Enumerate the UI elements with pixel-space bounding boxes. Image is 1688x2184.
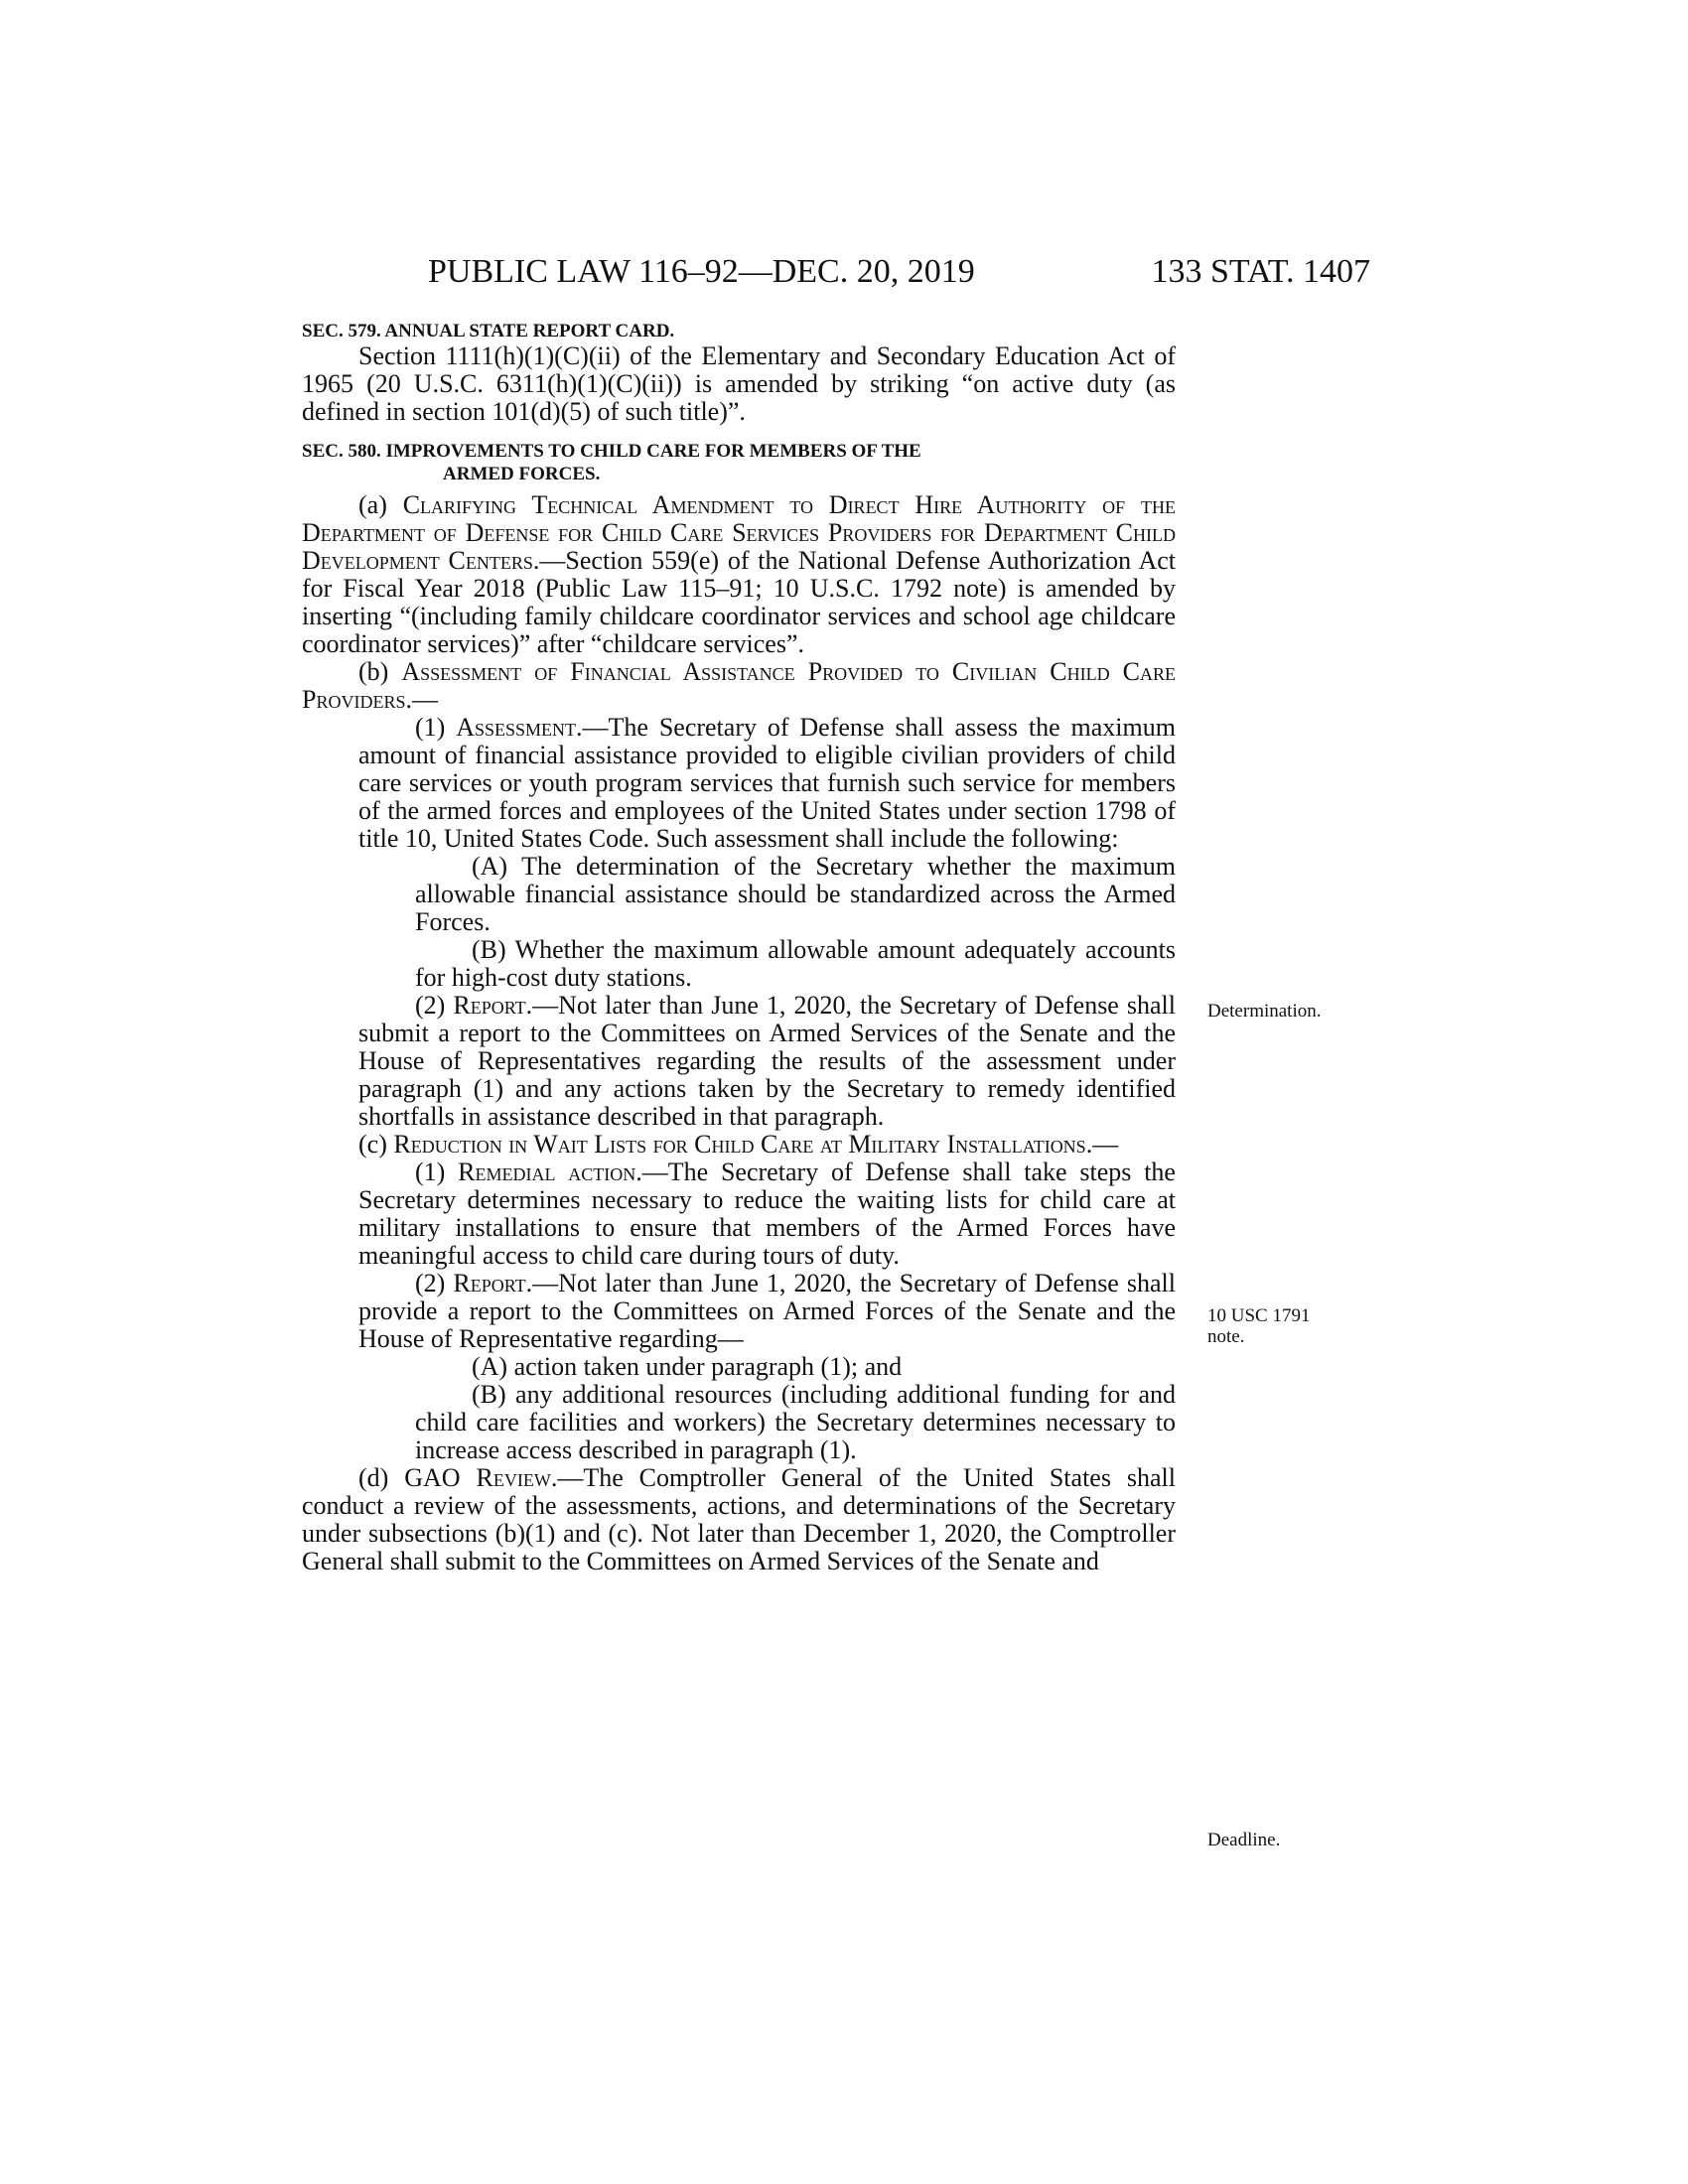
subsection-a — [302, 491, 1176, 658]
subsection-b — [302, 658, 1176, 714]
b2-text: —Not later than June 1, 2020, the Secretary of Defense shall submit a report to the Committees on Armed Services of the Senate and the House of Representatives regarding the results of the assessment under paragraph (1) and any actions taken by the Secretary to remedy identified shortfalls in assistance described in that paragraph. — [358, 991, 1176, 1131]
subsection-d-heading: GAO Review. — [404, 1463, 558, 1492]
b2-label: (2) — [415, 991, 454, 1020]
subsection-c-dash: — — [1092, 1130, 1119, 1159]
subsection-b-paragraph-2 — [302, 992, 1176, 1131]
subsection-b-subparagraph-b: (B) Whether the maximum allowable amount adequately accounts for high-cost duty stations. — [415, 935, 1176, 992]
subsection-a-heading: Clarifying Technical Amendment to Direct Hire Authority of the Department of Defense for Child Care Services Providers for Department Child Development Centers. — [302, 490, 1177, 575]
subsection-b-paragraph-1 — [302, 714, 1176, 853]
section-580-heading — [302, 440, 1176, 485]
b1-heading: Assessment. — [456, 713, 583, 742]
running-header — [298, 250, 1370, 294]
statute-page-number: 133 STAT. 1407 — [1151, 253, 1370, 290]
subsection-c-label: (c) — [358, 1130, 394, 1159]
subsection-a-text: —Section 559(e) of the National Defense Authorization Act for Fiscal Year 2018 (Public Law 115–91; 10 U.S.C. 1792 note) is amended by inserting “(including family childcare coordinator services and school age childcare coordinator services)” after “childcare services”. — [302, 546, 1177, 658]
c2-text: —Not later than June 1, 2020, the Secretary of Defense shall provide a report to the Committees on Armed Forces of the Senate and the House of Representative regarding— — [358, 1269, 1176, 1353]
b2-heading: Report. — [453, 991, 533, 1020]
subsection-c-paragraph-1 — [302, 1159, 1176, 1270]
subsection-d — [302, 1464, 1176, 1575]
subsection-b-dash: — — [411, 685, 438, 714]
subsection-c-subparagraph-b: (B) any additional resources (including additional funding for and child care facilities and workers) the Secretary determines necessary to increase access described in paragraph (1). — [415, 1380, 1176, 1464]
subsection-c-subparagraph-a: (A) action taken under paragraph (1); and — [472, 1352, 903, 1381]
margin-note-usc-line1: 10 USC 1791 — [1207, 1305, 1311, 1326]
section-579-text: Section 1111(h)(1)(C)(ii) of the Elementary and Secondary Education Act of 1965 (20 U.S.C. 6311(h)(1)(C)(ii)) is amended by striking “on active duty (as defined in section 101(d)(5) of such title)”. — [302, 341, 1176, 426]
margin-note-usc-citation — [1207, 1305, 1310, 1347]
margin-note-usc-line2: note. — [1207, 1326, 1245, 1347]
subsection-c-paragraph-2 — [302, 1270, 1176, 1353]
subsection-c — [302, 1131, 1176, 1159]
subsection-d-text: —The Comptroller General of the United States shall conduct a review of the assessments, actions, and determinations of the Secretary under subsections (b)(1) and (c). Not later than December 1, 2020, the Comptroller General shall submit to the Committees on Armed Services of the Senate and — [302, 1463, 1176, 1575]
subsection-b-subparagraph-a: (A) The determination of the Secretary whether the maximum allowable financial assistance should be standardized across the Armed Forces. — [415, 852, 1176, 936]
c1-label: (1) — [415, 1158, 459, 1186]
b1-text: —The Secretary of Defense shall assess the maximum amount of financial assistance provided to eligible civilian providers of child care services or youth program services that furnish such service for members of the armed forces and employees of the United States under section 1798 of title 10, United States Code. Such assessment shall include the following: — [358, 713, 1176, 853]
subsection-b-label: (b) — [358, 657, 402, 686]
section-580-heading-line2: ARMED FORCES. — [443, 464, 601, 484]
c2-label: (2) — [415, 1269, 454, 1297]
subsection-a-label: (a) — [358, 490, 403, 519]
c1-heading: Remedial action. — [458, 1158, 642, 1186]
margin-note-determination: Determination. — [1207, 1001, 1322, 1022]
section-580-heading-line1: SEC. 580. IMPROVEMENTS TO CHILD CARE FOR MEMBERS OF THE — [302, 441, 921, 462]
subsection-d-label: (d) — [358, 1463, 405, 1492]
c2-heading: Report. — [453, 1269, 533, 1297]
section-579-heading: SEC. 579. ANNUAL STATE REPORT CARD. — [302, 321, 675, 341]
subsection-c-heading: Reduction in Wait Lists for Child Care at Military Installations. — [393, 1130, 1093, 1159]
c1-text: —The Secretary of Defense shall take steps the Secretary determines necessary to reduce the waiting lists for child care at military installations to ensure that members of the Armed Forces have meaningful access to child care during tours of duty. — [358, 1158, 1176, 1270]
b1-label: (1) — [415, 713, 457, 742]
margin-note-deadline: Deadline. — [1207, 1830, 1281, 1850]
public-law-title: PUBLIC LAW 116–92—DEC. 20, 2019 — [428, 253, 975, 290]
subsection-b-heading: Assessment of Financial Assistance Provided to Civilian Child Care Providers. — [302, 657, 1176, 714]
document-body — [302, 320, 1176, 1575]
